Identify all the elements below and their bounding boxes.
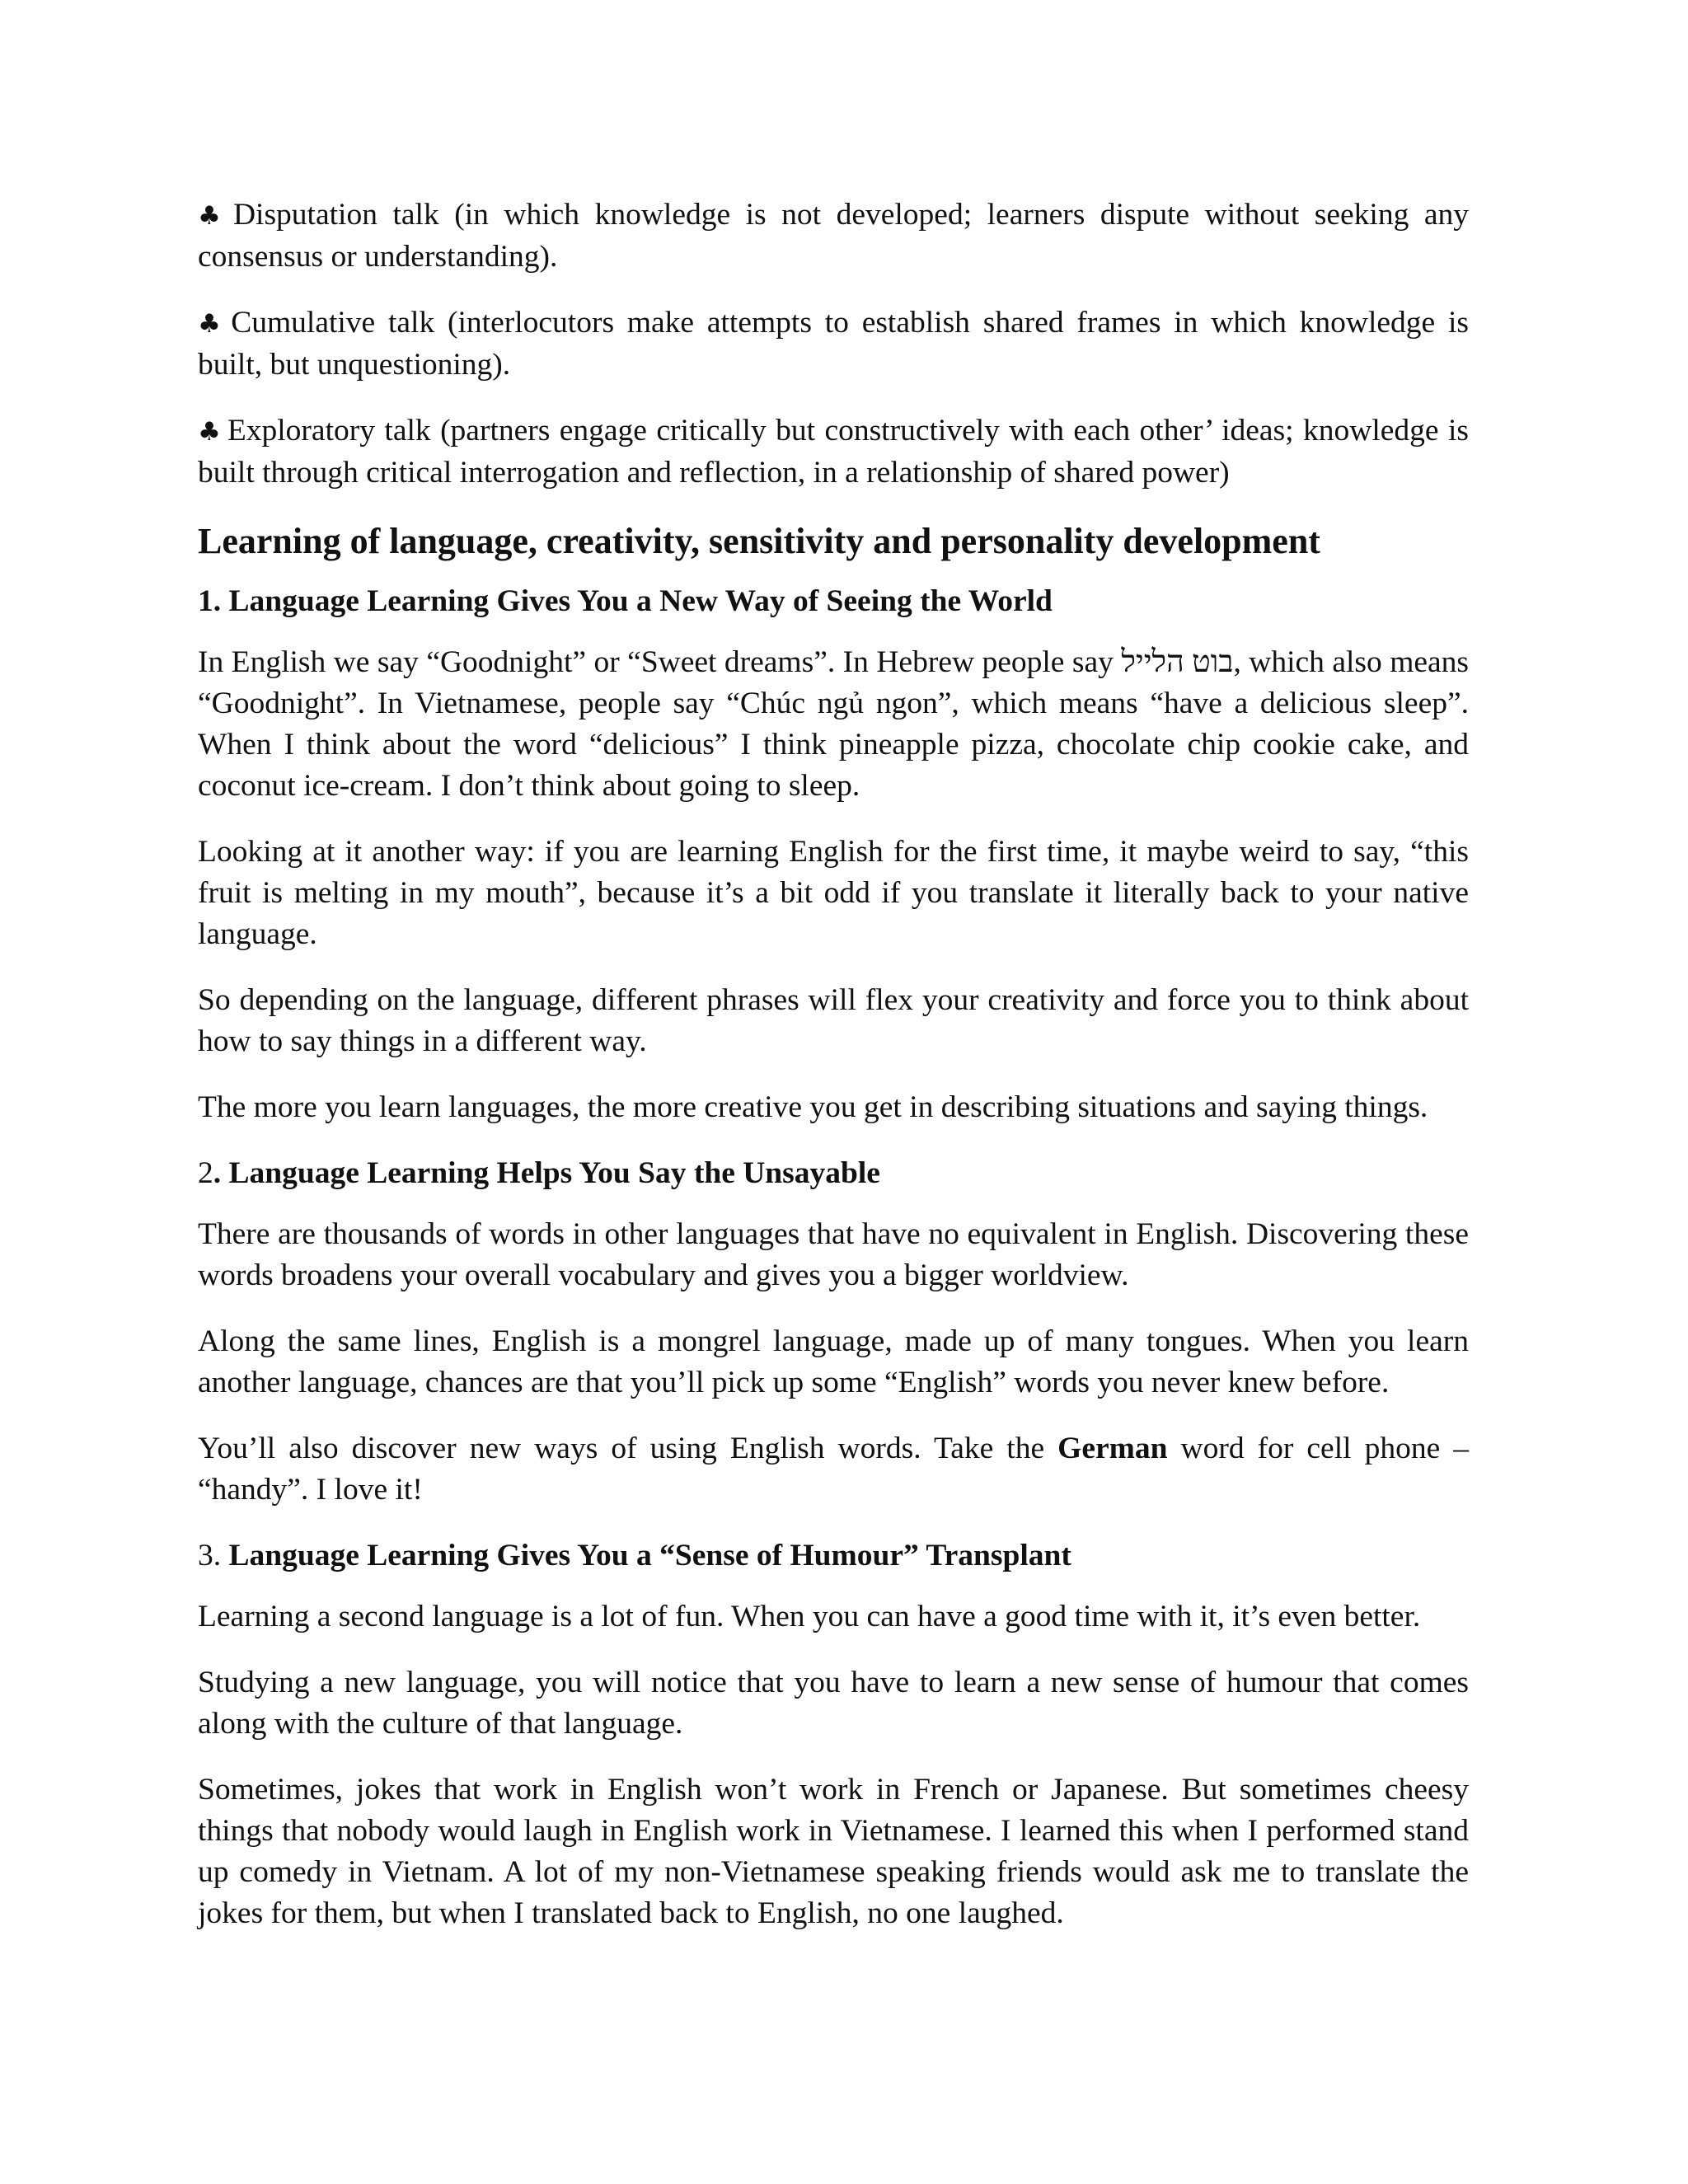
document-page bbox=[198, 194, 1469, 1959]
paragraph bbox=[198, 1428, 1469, 1511]
subheading-number: 2 bbox=[198, 1156, 213, 1190]
bullet-cumulative bbox=[198, 302, 1469, 386]
bullet-text: Disputation talk (in which knowledge is not developed; learners dispute without seeking any consensus or understanding). bbox=[198, 198, 1470, 274]
bold-word: German bbox=[1057, 1432, 1168, 1465]
subheading-2 bbox=[198, 1153, 1469, 1194]
bullet-text: Exploratory talk (partners engage critically but constructively with each other’ ideas; knowledge is built through critical interrogation and reflection, in a relationship of shared power) bbox=[198, 414, 1469, 490]
bullet-text: Cumulative talk (interlocutors make attempts to establish shared frames in which knowledge is built, but unquestioning). bbox=[198, 306, 1469, 382]
paragraph-text: word for cell phone – “handy”. I love it! bbox=[198, 1432, 1470, 1507]
bullet-exploratory bbox=[198, 410, 1469, 494]
section-title: Learning of language, creativity, sensitivity and personality development bbox=[198, 521, 1320, 561]
paragraph: Learning a second language is a lot of fun. When you can have a good time with it, it’s even better. bbox=[198, 1600, 1421, 1633]
club-bullet-icon: ♣ bbox=[198, 309, 227, 339]
paragraph: Along the same lines, English is a mongrel language, made up of many tongues. When you learn another language, chances are that you’ll pick up some “English” words you never knew before. bbox=[198, 1324, 1469, 1399]
subheading-number: 3. bbox=[198, 1539, 222, 1572]
paragraph: Looking at it another way: if you are learning English for the first time, it maybe weird to say, “this fruit is melting in my mouth”, because it’s a bit odd if you translate it literally back to your native language. bbox=[198, 835, 1469, 951]
paragraph-text: , which also means “Goodnight”. In Vietnamese, people say “Chúc ngủ ngon”, which means “have a delicious sleep”. When I think about the word “delicious” I think pineapple pizza, chocolate chip cookie cake, and coconut ice-cream. I don’t think about going to sleep. bbox=[198, 645, 1470, 803]
club-bullet-icon: ♣ bbox=[198, 417, 223, 447]
subheading-number: 1. bbox=[198, 584, 222, 618]
subheading-1 bbox=[198, 581, 1469, 622]
subheading-3 bbox=[198, 1535, 1469, 1577]
paragraph bbox=[198, 642, 1469, 807]
paragraph-text: You’ll also discover new ways of using English words. Take the bbox=[198, 1432, 1045, 1465]
paragraph: Sometimes, jokes that work in English won’t work in French or Japanese. But sometimes cheesy things that nobody would laugh in English work in Vietnamese. I learned this when I performed stand up comedy in Vietnam. A lot of my non-Vietnamese speaking friends would ask me to translate the jokes for them, but when I translated back to English, no one laughed. bbox=[198, 1773, 1469, 1930]
subheading-title: . Language Learning Helps You Say the Unsayable bbox=[213, 1156, 880, 1190]
paragraph-text: In English we say “Goodnight” or “Sweet dreams”. In Hebrew people say bbox=[198, 645, 1114, 679]
paragraph: The more you learn languages, the more creative you get in describing situations and saying things. bbox=[198, 1090, 1428, 1124]
club-bullet-icon: ♣ bbox=[198, 201, 228, 231]
subheading-title: Language Learning Gives You a “Sense of Humour” Transplant bbox=[228, 1539, 1071, 1572]
paragraph: There are thousands of words in other languages that have no equivalent in English. Discovering these words broadens your overall vocabulary and gives you a bigger worldview. bbox=[198, 1217, 1469, 1292]
bullet-disputation bbox=[198, 194, 1469, 278]
subheading-title: Language Learning Gives You a New Way of Seeing the World bbox=[228, 584, 1053, 618]
paragraph: So depending on the language, different phrases will flex your creativity and force you to think about how to say things in a different way. bbox=[198, 983, 1469, 1058]
hebrew-phrase: בוט הלייל bbox=[1121, 645, 1234, 679]
paragraph: Studying a new language, you will notice that you have to learn a new sense of humour that comes along with the culture of that language. bbox=[198, 1666, 1469, 1741]
